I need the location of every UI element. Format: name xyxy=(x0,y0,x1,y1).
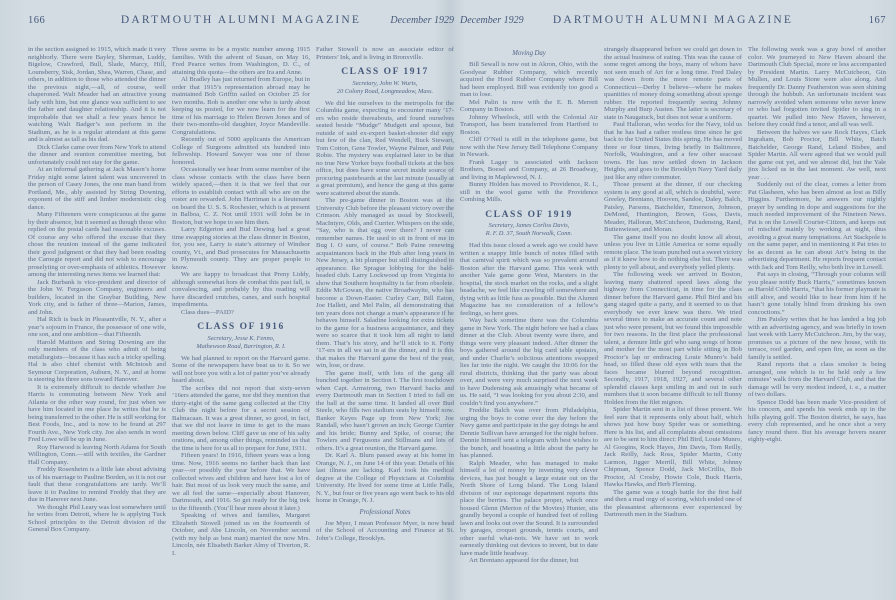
paragraph: Roy Harwood is leaving North Adams for South Willington, Conn.—still with textiles, the Gardner Hall Company. xyxy=(28,443,166,466)
paragraph: Those present at the dinner, if our checking system is any good at all, which is doubtful, were: Greeley, Brentano, Hooven, Sandoe, Daley, Balch, Paisley, Parsons, Batchelder, Emerson, Johnson, DeMond, Huntington, Brown, Goss, Davis, Meader, Halloran, McCutcheon, Dudensing, Rand, Buttenwieser, and Moran. xyxy=(604,181,742,233)
paragraph: Recently out of 5000 applicants the American College of Surgeons admitted six hundred into fellowship. Howard Sawyer was one of those honored. xyxy=(172,136,310,166)
paragraph: Frank Lagay is associated with Jackson Brothers, Boesel and Company, at 26 Broadway, and living in Maplewood, N. J. xyxy=(460,158,598,181)
column xyxy=(604,46,742,586)
page-number: 167 xyxy=(868,15,886,26)
paragraph: Fifteen years! In 1916, fifteen years was a long time. Now, 1916 seems no farther back than last year—or possibly the year before that. We have collected wives and children and have lost a lot of hair. But most of us look very much the same, and we all feel the same—especially about Hanover, Dartmouth, and 1916. So get ready for the big trek to the fifteenth. (You’ll hear more about it later.) xyxy=(172,452,310,512)
secretary-lines xyxy=(316,80,454,96)
paragraph: Suddenly out of the clear, comes a letter from Pat Glasheen, who has been almost as lost as Billy Higgins. Furthermore, he answers our nightly prayer by sending in dope and suggestions for the much needed improvement of the Nineteen News. Pat is on the Lowell Courier-Citizen, and keeps out of mischief mainly by working at night, thus avoiding a great many temptations. Art Stackpole is on the same paper, and in mentioning it Pat tries to be as decent as he can about Art’s being in the advertising department. He reports frequent contact with Jack and Tom Reilly, who both live in Lowell. xyxy=(748,181,886,271)
paragraph: Spider Martin sent in a list of those present. We feel sure that it represents only about half, which shows just how busy Spider was or something. Here is his list, and all complaints about omissions are to be sent to him direct: Phil Bird, Louie Munro, Al Googins, Rock Hayes, Jim Davis, Tom Reilly, Jack Reilly, Jack Ross, Spider Martin, Cotty Larmon, Jigger Merrill, Bill White, Johnny Chipman, Spence Dodd, Jack McCrillis, Bob Proctor, Al Crosby, Howie Cole, Buck Harris, Hawka Hawks, and Herb Fleming. xyxy=(604,406,742,488)
column xyxy=(172,46,310,586)
journal-title: DARTMOUTH ALUMNI MAGAZINE xyxy=(552,14,794,26)
paragraph: Pat says in closing, “Through your column will you please notify Buck Harris,” sometimes known as Harold Cobb Harris, “that his former playmate is still alive, and would like to hear from him if he hasn’t gone totally blind from drinking his own concoctions.” xyxy=(748,271,886,316)
paragraph: Bunny Holden has moved to Providence, R. I., still in the wool game with the Providence Combing Mills. xyxy=(460,181,598,203)
column xyxy=(748,46,886,586)
paragraph: Dick Clarke came over from New York to attend the dinner and reunion committee meeting, but unfortunately could not stay for the game. xyxy=(28,143,166,166)
page-number: 166 xyxy=(28,15,46,26)
paragraph: Occasionally we hear from some member of the class whose contacts with the class have been widely spaced,—then it is that we feel that our efforts to establish contact with all who are on the roster are rewarded. John Harriman is a lieutenant on board the U. S. S. Rochester, which is at present in Balboa, C. Z. Not until 1931 will John be in Boston, but we hope to see him then. xyxy=(172,166,310,226)
paragraph: Rand reports that a class smoker is being arranged, one which is to be held only a few minutes’ walk from the Harvard Club, and that the damage will be very modest indeed, i. e., a matter of two dollars. xyxy=(748,361,886,398)
column xyxy=(460,46,598,586)
paragraph: Harold Mattison and String Downing are the only members of the class who admit of being metallurgists—because it has such a tricky spelling. Hal is also chief chemist with McIntosh and Seymour Corporation, Auburn, N. Y., and at home is steering his three sons toward Hanover. xyxy=(28,338,166,383)
paragraph: strangely disappeared before we could get down to the actual business of eating. This was the cause of some regret among the boys, many of whom have not seen much of Art for a long time. Fred Daley was down from the more remote parts of Connecticut—Derby I believe—where he makes quantities of money doing something about sponge rubber. He reported frequently seeing Johnny Murphy and Burp Austen. The latter is secretary of state in Naugatuck, but does not wear a uniform. xyxy=(604,46,742,121)
paragraph: We had planned to report on the Harvard game. Some of the newspapers have beat us to it. So we will not bore you with a lot of patter you’ve already heard about. xyxy=(172,354,310,384)
paragraph: Many Fifteeners were conspicuous at the game by their absence, but it seemed as though those who replied on the postal cards had reasonable excuses. Of course any who offered the excuse that they chose the reunion instead of the game indicated their good judgment or that they had been reading the Carnegie report and did not wish to encourage proselyting or over-emphasis of athletics. However among the interesting news items we learned that: xyxy=(28,211,166,278)
paragraph: Dr. Karl A. Blum passed away at his home in Orange, N. J., on June 14 of this year. Details of his last illness are lacking. Karl took his medical degree at the College of Physicians at Columbia University. He lived for some time at Little Falls, N. Y., but four or five years ago went back to his old home in Orange, N. J. xyxy=(316,452,454,504)
secretary-line: Secretary, John W. Wurts, xyxy=(352,79,418,87)
paragraph: The pre-game dinner in Boston was at the University Club before the pleasant victory over the Crimson. Ably managed as usual by Stockwell, MacIntyre, Olds, and Currier. Whispers on the side, “Say, who is that egg over there? I never can remember names. He used to sit in front of me in Bug I. O sure, of course.” Bob Paine renewing acquaintances back in the Hub after long years in New Jersey, a bit plumper but still distinguished in appearance. Ike Sprague lobbying for the bald-headed club. Larry Lockwood up from Virginia to show that Southern hospitality is far from obsolete. Eddie McGowan, the native Broadwayite, who has become a Down-Easter. Curley Carr, Bill Eaton, Joe Hallett, and Mel Palin, all demonstrating that ten years does not change a man’s appearance if he behaves himself. Saladine looking for extra tickets to the game for a business acquaintance, and they were so scarce that it took him all night to land them. That’s his story, and he’ll stick to it. Forty ’17-ers in all we sat in at the dinner, and it is this that makes the Harvard game the best of the year, win, lose, or draw. xyxy=(316,197,454,369)
text-columns xyxy=(460,46,886,586)
paragraph: The following week we arrived in Boston, leaving many shattered speed laws along the highway from Connecticut, in time for the class dinner before the Harvard game. Phil Bird and his gang staged quite a party, and it seemed to us that everybody we ever knew was there. We tried several times to make an accurate count and note just who were present, but we found this impossible for two reasons. In the first place the professional talent, a demure little girl who sang songs of home and mother for the most part while sitting in Bob Proctor’s lap or embracing Louie Munro’s bald head, so filled these old eyes with tears that the faces became blurred beyond recognition. Secondly, 1917, 1918, 1927, and several other splendid classes kept smiling in and out in such numbers that it soon became difficult to tell Bunny Holden from the filet mignon. xyxy=(604,271,742,406)
issue-date: December 1929 xyxy=(460,15,524,26)
column xyxy=(28,46,166,586)
secretary-line: R. F. D. 37, South Norwalk, Conn. xyxy=(485,230,573,237)
section-subheading: Professional Notes xyxy=(359,508,411,516)
secretary-line: Secretary, Jesse K. Fenno, xyxy=(207,334,275,342)
issue-date: December 1929 xyxy=(390,15,454,26)
paragraph: We are happy to broadcast that Preny Liddy, although somewhat hors de combat this past fall, is convalescing, and probably by this reading will have discarded crutches, canes, and such hospital impedimenta. xyxy=(172,271,310,308)
paragraph: Three seems to be a mystic number among 1915 families. With the advent of Susan, on May 16, Fred Pearce writes from Washington, D. C., of attaining this quota—the others are Ira and Anne. xyxy=(172,46,310,76)
paragraph: It is extremely difficult to decide whether Joe Harris is commuting between New York and Atlanta or the other way round, for just when we have him located in one place he writes that he is being transferred to the other. He is still working for Best Foods, Inc., and is now to be found at 297 Fourth Ave., New York city. Joe also sends in word Fred Lowe will be up in June. xyxy=(28,383,166,443)
paragraph: Freddy Rosenheim is a little late about advising us of his marriage to Pauline Borden, so it is not our fault that these congratulations are tardy. We’ll leave it to Pauline to remind Freddy that they are due in Hanover next June. xyxy=(28,466,166,503)
running-head-left xyxy=(28,14,454,34)
class-heading: CLASS OF 1916 xyxy=(197,322,285,332)
paragraph: The scribes did not report that sixty-seven ’16ers attended the game, nor did they mention that thirty-eight of the same gang collected at the City Club the night before for a secret session of Balmacaan. It was a great dinner, so good, in fact, that we did not leave in time to get to the mass meeting down below. Cliff gave us one of his salty orations, and, among other things, reminded us that the time is here for us all to prepare for June, 1931. xyxy=(172,384,310,452)
paragraph: Between the halves we saw Rock Hayes, Clark Ingraham, Bob Proctor, Bill White, Batch Batchelder, George Rand, Leland Bisbee, and Spider Martin. All were agreed that we would pull the game out yet, and we almost did, but the Yale jinx licked us in the last moment. Aw well, next year . . . xyxy=(748,128,886,181)
paragraph: Mel Palin is now with the E. B. Merrett Company in Boston. xyxy=(460,98,598,113)
paragraph: Class dues—PAID? xyxy=(181,308,234,316)
secretary-line: 20 Colony Road, Longmeadow, Mass. xyxy=(336,87,434,95)
paragraph: Had this issue closed a week ago we could have written a snappy little bunch of notes filled with that carnival spirit which was so prevalent around Boston after the Harvard game. This week with another Yale game gone West, Marsters in the hospital, the stock market on the rocks, and a slight headache, we feel like crawling off somewhere and dying with as little fuss as possible. But the Alumni Magazine has no consideration of a fellow’s feelings, so here goes. xyxy=(460,242,598,317)
paragraph: Spence Dodd has been made Vice-president of his concern, and spends his week ends up in the hills playing golf. The Boston district, he says, has every club represented, and he once shot a very fancy round there. But his average hovers nearer eighty-eight. xyxy=(748,398,886,443)
class-heading: CLASS OF 1917 xyxy=(341,67,429,77)
paragraph: Cliff O’Neil is still in the telephone game, but now with the New Jersey Bell Telephone Company in Newark. xyxy=(460,136,598,158)
paragraph: Freddie Balch was over from Philadelphia, urging the boys to come over the day before the Navy game and participate in the gay doings he and Dennie Sullivan have arranged for the night before. Dennie himself sent a telegram with best wishes to the bunch, and boasting a little about the party he has planned. xyxy=(460,407,598,459)
journal-title: DARTMOUTH ALUMNI MAGAZINE xyxy=(120,14,362,26)
paragraph: Jim Paisley writes that he has landed a big job with an advertising agency, and was briefly in town last week with Larry McCutcheon. Jim, by the way, promises us a picture of the new house, with its terrace, roof garden, and open fire, as soon as the family is settled. xyxy=(748,316,886,361)
paragraph: Hal Rich is back in Pleasantville, N. Y., after a year’s sojourn in France, the possessor of one wife, one son, and one ambition—that Fifteenth. xyxy=(28,316,166,338)
section-subheading: Moving Day xyxy=(512,50,546,57)
paragraph: Johnny Wheelock, still with the Colonial Air Transport, has been transferred from Hartford to Boston. xyxy=(460,113,598,136)
page-167 xyxy=(448,0,896,600)
paragraph: Larry Edgerton and Bud Dewing had a great time swapping stories at the class dinner in Boston, for, you see, Larry is state’s attorney of Windsor county, Vt., and Bud prosecutes for Massachusetts in Plymouth county. They are proper people to know. xyxy=(172,226,310,271)
paragraph: Father Stowell is now an associate editor of Printers’ Ink, and is living in Bronxville. xyxy=(316,46,454,61)
paragraph: We thought Phil Leary was lost somewhere until he writes from Detroit, where he is applying Tuck School principles to the Detroit division of the General Box Company. xyxy=(28,503,166,533)
paragraph: in the section assigned to 1915, which made it very neighborly. There were Bayley, Sherman, Luddy, Bigelow, Crawford, Bull, Slade, Marcy, Hill, Lounsberry, Sisk, Jordan, Shea, Warren, Chase, and others, in addition to those who attended the dinner the previous night,—all, of course, well chaperoned. Walt Meader had an attractive young lady with him, but one glance was sufficient to see the father and daughter relationship. And it is not improbable that we shall a few years hence be watching Walt Badger’s son perform in the Stadium, as he is a regular attendant at this game and is almost as tall as his dad. xyxy=(28,46,166,143)
paragraph: The game itself you no doubt know all about, unless you live in Little America or some equally remote place. The team punched out a sweet victory as if it knew how to do nothing else but. There was plenty to yell about, and everybody yelled plenty. xyxy=(604,233,742,271)
paragraph: Paul Halloran, who works for the Navy, told us that he has had a rather restless time since he got back to the United States this spring. He has moved three or four times, living briefly in Baltimore, Norfolk, Washington, and a few other seacoast towns. He has now settled down in Jackson Heights, and goes to the Brooklyn Navy Yard daily just like any other commuter. xyxy=(604,121,742,181)
paragraph: Bill Sewall is now out in Akron, Ohio, with the Goodyear Rubber Company, which recently acquired the Hood Rubber Company where Bill had been employed. Bill was evidently too good a man to lose. xyxy=(460,61,598,98)
paragraph: Joe Myer, I mean Professor Myer, is now head of the School of Accounting and Finance at St. John’s College, Brooklyn. xyxy=(316,519,454,542)
paragraph: Art Brentano appeared for the dinner, but xyxy=(469,557,579,564)
running-head-right xyxy=(460,14,886,34)
class-heading: CLASS OF 1919 xyxy=(485,209,573,220)
secretary-line: Mathewson Road, Barrington, R. I. xyxy=(196,342,286,350)
secretary-lines xyxy=(460,222,598,238)
column xyxy=(316,46,454,586)
paragraph: Speaking of wives and families, Margaret Elizabeth Stowell joined us on the fourteenth of October, and Abe Lincoln, on November second (with my help as best man) married the now Mrs. Lincoln, née Elisabeth Barker Almy of Tiverton, R. I. xyxy=(172,512,310,557)
paragraph: We did hie ourselves to the metropolis for the Columbia game, expecting to encounter many ’17-ers who reside thereabouts, and found ourselves seated beside “Mudge” Mudgett and spouse, but outside of said ex-expert basket-shooter did espy but few of the clan, Red Wendell, Buck Stewart, Tom Cotton, Gene Towler, Wayne Palmer, and Pete Robie. The mystery was explained later to be that no true New Yorker buys football tickets at the box office, but does have some secret inside source of procuring pasteboards at the last minute (usually at a great premium), and hence the gang at this game were scattered about the stands. xyxy=(316,99,454,197)
text-columns xyxy=(28,46,454,586)
paragraph: The game itself, with lots of the gang all bunched together in Section I. The first touchdown when Capt. Armstrong, two Harvard backs and every Dartmouth man in Section I tried to fall on the ball at the same time. It landed all over Bud Steele, who fills two stadium seats by himself now. Banker Keyes Page up from New York; Joe Randall, who hasn’t grown an inch; George Currier and his bride; Bunny and Spike, of course; the Towlers and Fergusons and Stillmans and lots of others. It’s a great reunion, the Harvard game. xyxy=(316,369,454,452)
secretary-line: Secretary, James Corliss Davis, xyxy=(488,222,570,229)
paragraph: Jack Burbank is vice-president and director of the John W. Ferguson Company, engineers and builders, located in the Graybar Building, New York city, and is father of three—Marion, James, and John. xyxy=(28,278,166,316)
secretary-lines xyxy=(172,335,310,351)
paragraph: The game was a tough battle for the first half and then a mad orgy of scoring, which ended one of the pleasantest afternoons ever experienced by Dartmouth men in the Stadium. xyxy=(604,488,742,518)
paragraph: Al Bradley has just returned from Europe, but in order that 1915’s representation abroad may be maintained Bob Griffin sailed on October 25 for two months. Bob is another one who is tardy about keeping us posted, for we now learn for the first time of his marriage to Helen Brown Jones and of their two-months-old daughter, Joyce Mandeville. Congratulations. xyxy=(172,76,310,136)
paragraph: Ralph Meader, who has managed to make himself a lot of money by inventing very clever devices, has just bought a large estate out on the North Shore of Long Island. The Long Island division of our espionage department reports this place the berries. The palace proper, which once housed Glenn (Merton of the Movies) Hunter, sits grandly beyond a couple of hundred feet of rolling lawn and looks out over the Sound. It is surrounded by garages, croquet grounds, tennis courts, and other useful what-nots. We have set to work earnestly thinking out devices to invent, but to date have made little headway. xyxy=(460,459,598,557)
paragraph: At an informal gathering at Jack Mason’s home Friday night some latent talent was uncovered in the person of Casey Jones, the one man band from Portland, Me., ably assisted by String Downing, exponent of the stiff and limber modernistic clog dance. xyxy=(28,166,166,211)
paragraph: Way back sometime there was the Columbia game in New York. The night before we had a class dinner at the Club. About twenty were there, and things were very pleasant indeed. After dinner the boys gathered around the big card table upstairs, and under Charlie’s solicitous attentions swapped lies far into the night. We caught the 10:06 for the rural districts, thinking that the party was about over, and were very much surprised the next week to have Dudensing ask amusingly what became of us. He said, “I was looking for you about 2:30, and couldn’t find you anywhere.” xyxy=(460,317,598,407)
paragraph: The following week was a gray howl of another color. We journeyed to New Haven aboard the Dartmouth Club Special, more or less accompanied by President Martin. Larry McCutcheon, Gin Mullen, and Louis Stone were also along. And frequently Dr. Danny Featherston was seen shining through the hubbub. An unfortunate incident was narrowly avoided when someone who never knew or who had forgotten invited Spider to sing in a quartet. We pulled into New Haven, however, before they could find a tenor, and all was well. xyxy=(748,46,886,128)
